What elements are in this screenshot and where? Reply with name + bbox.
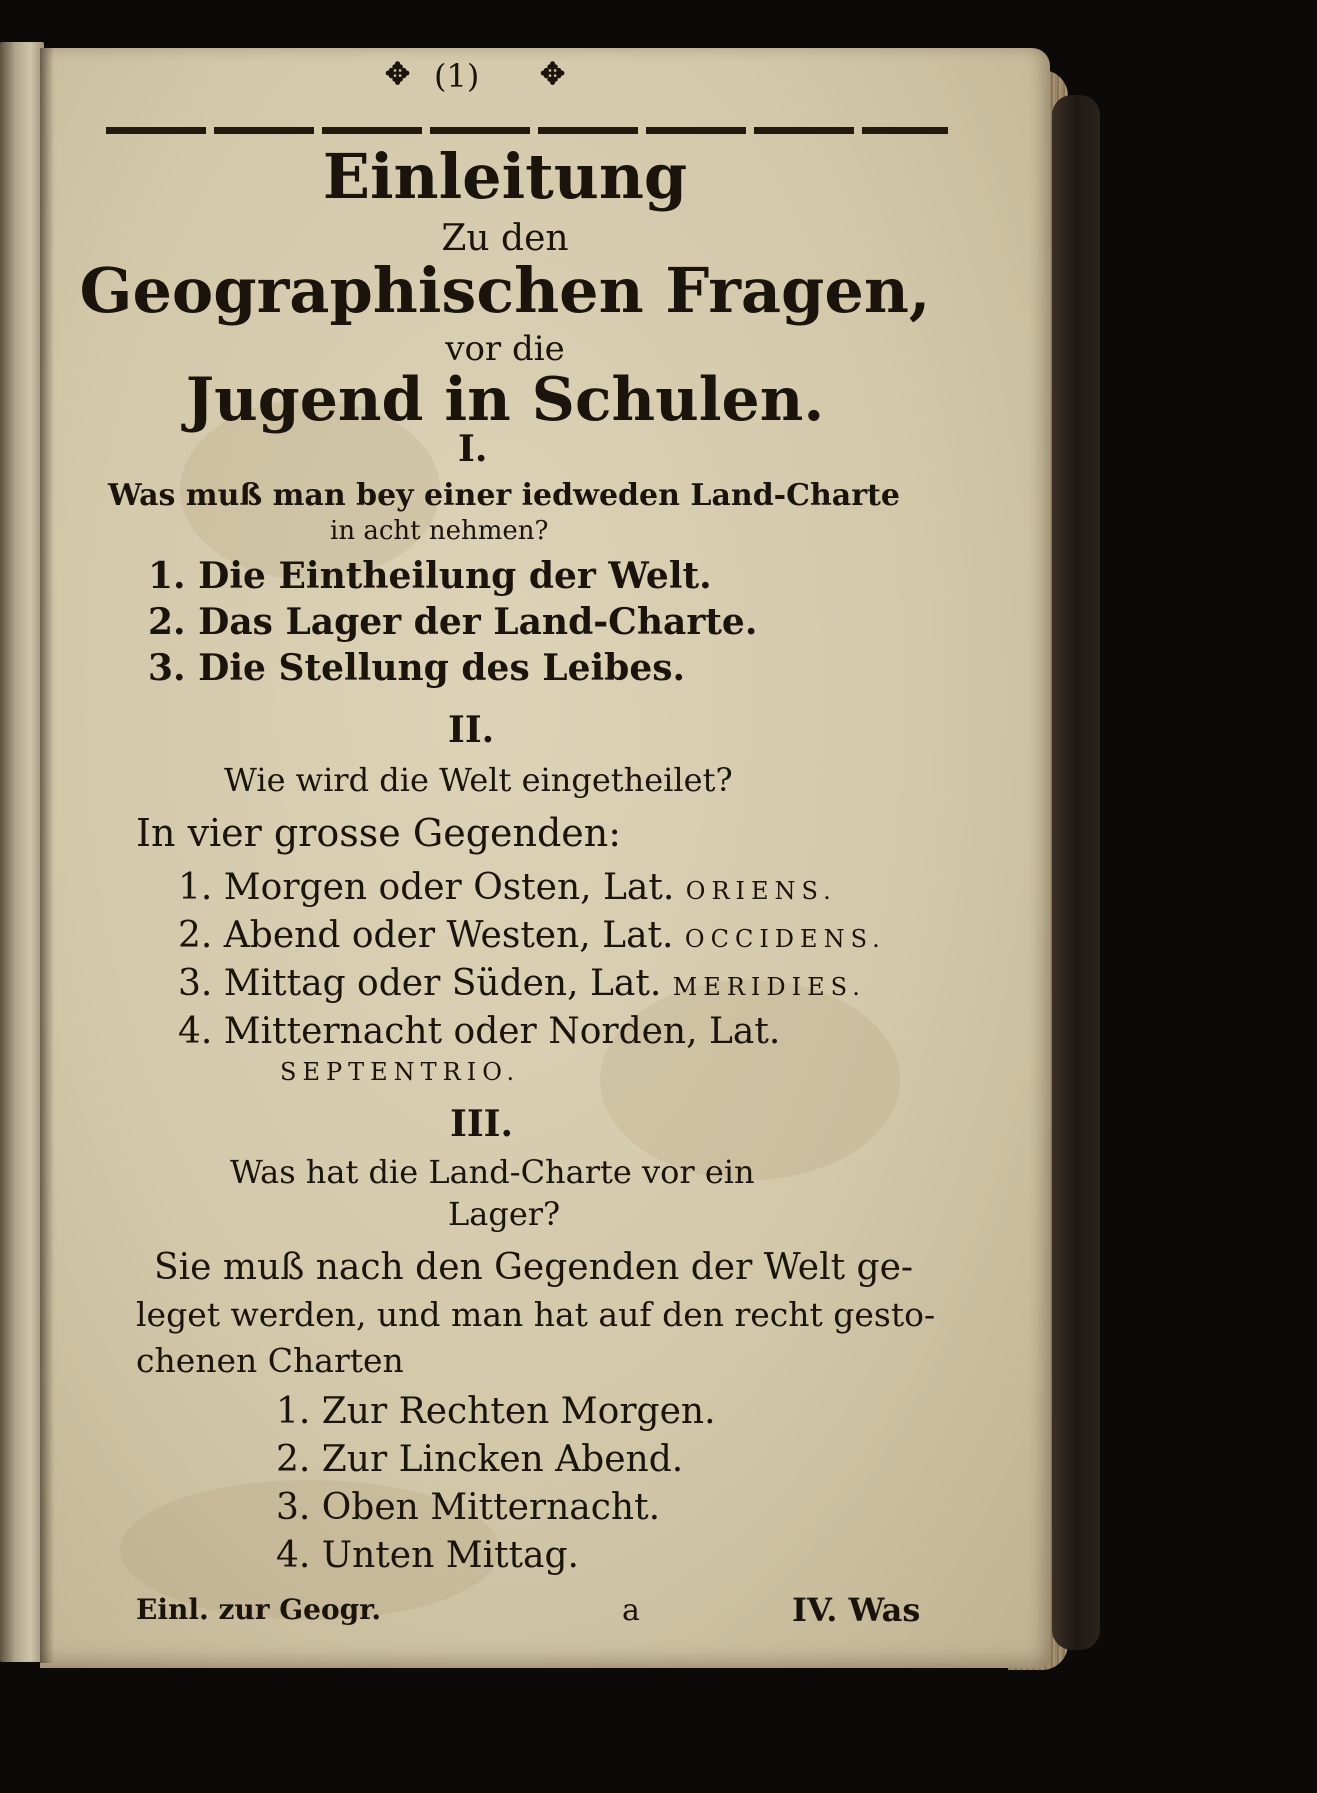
list-item: 2. Zur Lincken Abend. <box>276 1439 684 1480</box>
section-numeral: II. <box>448 709 495 751</box>
header-rule <box>106 127 948 134</box>
list-item-text: 1. Morgen oder Osten, Lat. <box>178 867 675 908</box>
list-item: 1. Die Eintheilung der Welt. <box>148 555 712 597</box>
title-geographischen-fragen: Geographischen Fragen, <box>79 254 931 327</box>
list-item <box>178 867 837 908</box>
facing-page-edge <box>0 42 44 1662</box>
title-vor-die: vor die <box>445 329 565 369</box>
answer-line: chenen Charten <box>136 1341 404 1380</box>
catchword: IV. Was <box>792 1591 921 1629</box>
section-numeral: III. <box>450 1103 514 1145</box>
section-question: in acht nehmen? <box>330 516 549 546</box>
section-question: Was hat die Land-Charte vor ein <box>230 1153 755 1191</box>
page-number: (1) <box>434 57 480 95</box>
answer-line: leget werden, und man hat auf den recht gesto- <box>136 1295 936 1334</box>
list-item: 1. Zur Rechten Morgen. <box>276 1391 716 1432</box>
title-jugend-in-schulen: Jugend in Schulen. <box>185 365 825 435</box>
latin-term: SEPTENTRIO. <box>280 1058 521 1086</box>
title-zu-den: Zu den <box>441 218 569 259</box>
section-question: Lager? <box>448 1195 561 1233</box>
list-item: 3. Die Stellung des Leibes. <box>148 647 686 689</box>
section-question: Was muß man bey einer iedweden Land-Charte <box>108 478 900 513</box>
list-item: 2. Das Lager der Land-Charte. <box>148 601 758 643</box>
book-binding <box>1052 95 1100 1650</box>
signature-mark: a <box>622 1593 640 1628</box>
section-question: Wie wird die Welt eingetheilet? <box>224 761 733 799</box>
latin-term: MERIDIES. <box>672 973 866 1001</box>
list-item <box>178 963 866 1004</box>
page-content <box>40 48 1050 1668</box>
list-item: 4. Unten Mittag. <box>276 1535 579 1576</box>
list-item-text: 2. Abend oder Westen, Lat. <box>178 915 674 956</box>
list-item <box>178 915 886 956</box>
latin-term: OCCIDENS. <box>684 925 886 953</box>
header-ornament-right: ✥ <box>540 57 566 92</box>
list-item: 3. Oben Mitternacht. <box>276 1487 661 1528</box>
list-item-text: 3. Mittag oder Süden, Lat. <box>178 963 662 1004</box>
section-numeral: I. <box>458 428 488 470</box>
section-intro: In vier grosse Gegenden: <box>136 811 622 855</box>
header-ornament-left: ✥ <box>385 57 411 92</box>
signature-line: Einl. zur Geogr. <box>136 1593 382 1626</box>
latin-term: ORIENS. <box>685 877 837 905</box>
title-einleitung: Einleitung <box>322 140 688 213</box>
answer-line: Sie muß nach den Gegenden der Welt ge- <box>154 1247 914 1288</box>
list-item: 4. Mitternacht oder Norden, Lat. <box>178 1011 781 1052</box>
